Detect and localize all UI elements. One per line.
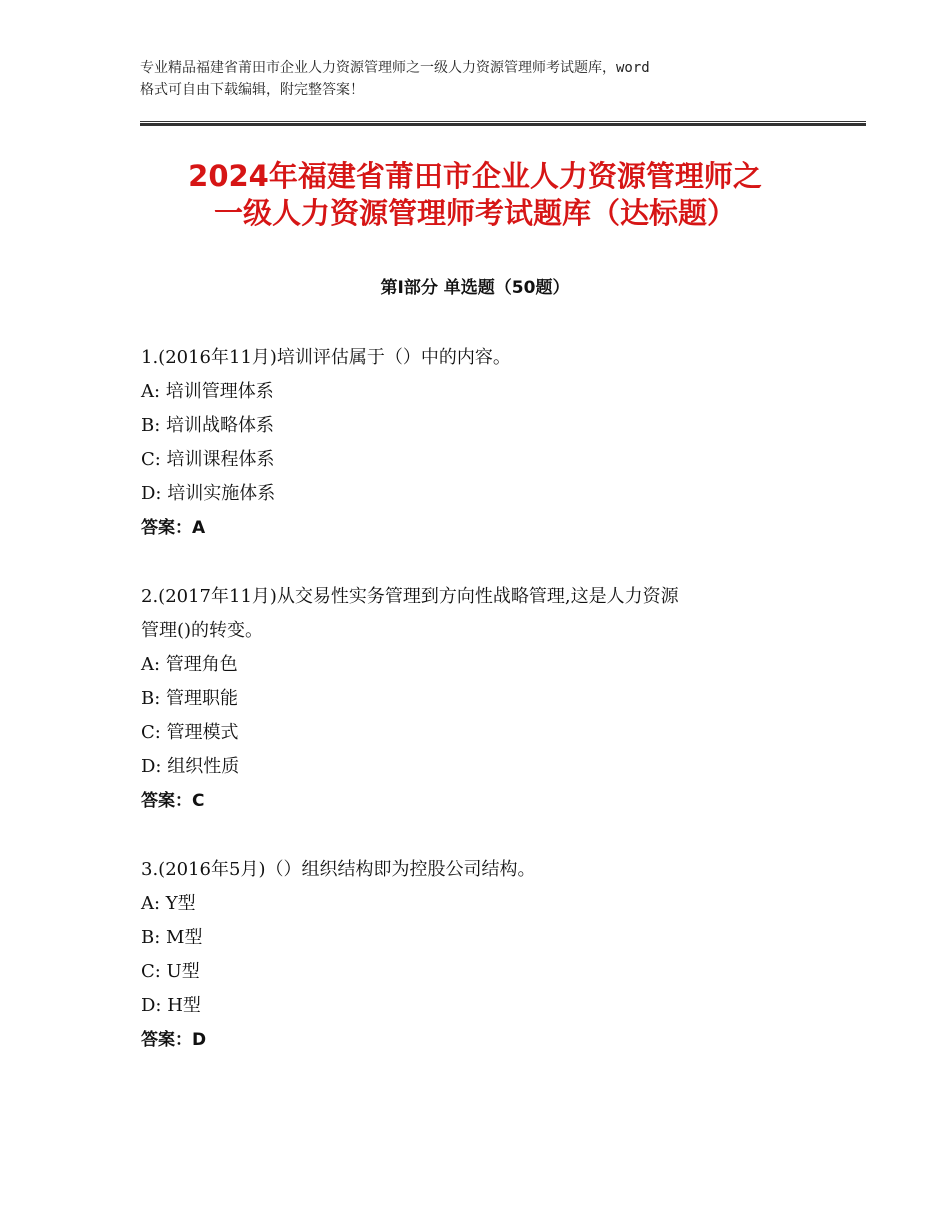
option-b: B: M型 <box>141 927 203 948</box>
question-stem-line-1: 2.(2017年11月)从交易性实务管理到方向性战略管理,这是人力资源 <box>141 586 679 607</box>
option-c: C: 管理模式 <box>141 722 239 743</box>
option-d: D: H型 <box>141 995 201 1016</box>
header-note-line-1: 专业精品福建省莆田市企业人力资源管理师之一级人力资源管理师考试题库，word <box>140 60 650 76</box>
answer: 答案：D <box>141 1030 207 1050</box>
document-title-line-2: 一级人力资源管理师考试题库（达标题） <box>213 196 736 230</box>
answer: 答案：A <box>141 518 206 538</box>
option-a: A: 培训管理体系 <box>141 381 274 402</box>
option-c: C: U型 <box>141 961 200 982</box>
question-3 <box>141 853 821 1057</box>
question-1 <box>141 341 821 545</box>
option-d: D: 组织性质 <box>141 756 240 777</box>
document-title-line-1: 2024年福建省莆田市企业人力资源管理师之 <box>188 159 762 193</box>
question-stem: 1.(2016年11月)培训评估属于（）中的内容。 <box>141 347 511 368</box>
document-title <box>100 158 850 232</box>
option-b: B: 培训战略体系 <box>141 415 275 436</box>
header-note-line-2: 格式可自由下载编辑，附完整答案！ <box>140 82 364 98</box>
question-stem-line-2: 管理()的转变。 <box>141 620 264 641</box>
question-2 <box>141 580 821 818</box>
header-note <box>140 57 840 101</box>
option-a: A: Y型 <box>141 893 196 914</box>
header-divider-thin <box>140 121 866 122</box>
option-d: D: 培训实施体系 <box>141 483 276 504</box>
question-stem: 3.(2016年5月)（）组织结构即为控股公司结构。 <box>141 859 536 880</box>
option-c: C: 培训课程体系 <box>141 449 275 470</box>
option-a: A: 管理角色 <box>141 654 238 675</box>
answer: 答案：C <box>141 791 205 811</box>
header-divider-thick <box>140 123 866 126</box>
section-heading: 第Ⅰ部分 单选题（50题） <box>380 278 570 298</box>
option-b: B: 管理职能 <box>141 688 239 709</box>
